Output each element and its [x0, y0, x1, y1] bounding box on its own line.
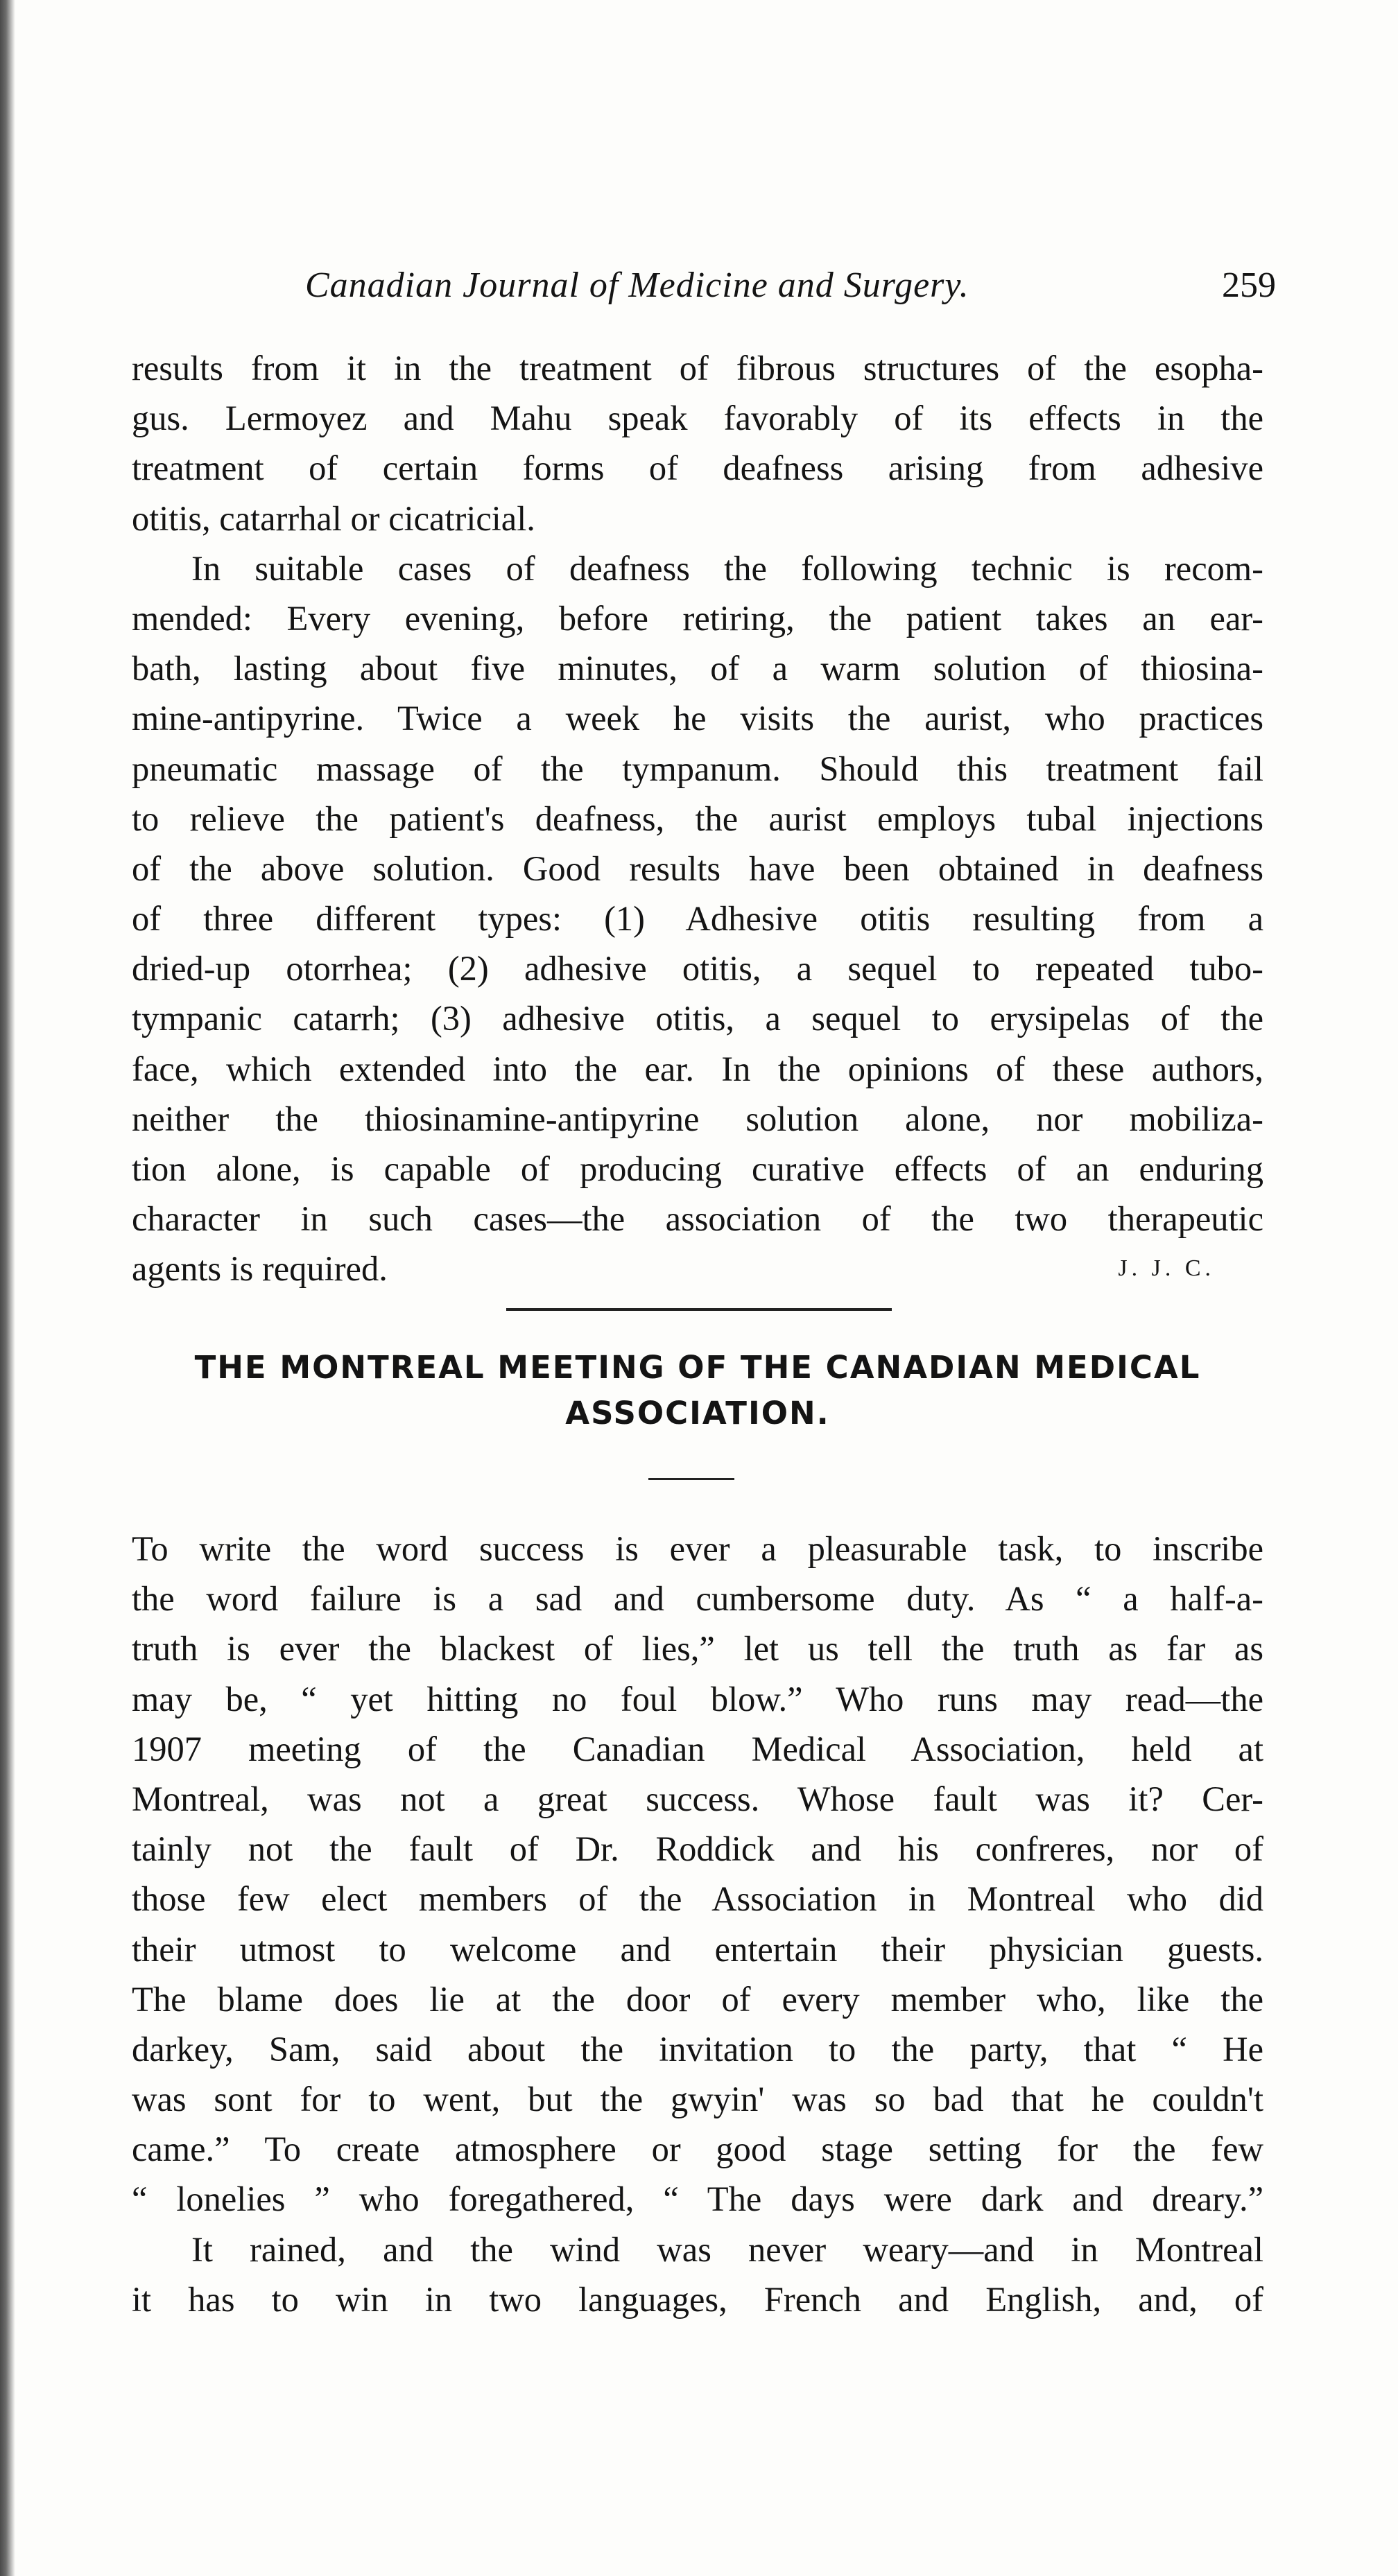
- text-line: tion alone, is capable of producing curative effects of an enduring: [132, 1149, 1263, 1188]
- text-line: agents is required.: [132, 1249, 388, 1289]
- page-number: 259: [1222, 266, 1276, 305]
- previous-article-text: [132, 343, 1263, 1294]
- text-line: darkey, Sam, said about the invitation to the party, that “ He: [132, 2029, 1263, 2069]
- text-line: of three different types: (1) Adhesive otitis resulting from a: [132, 899, 1263, 939]
- text-line: tainly not the fault of Dr. Roddick and his confreres, nor of: [132, 1829, 1263, 1869]
- text-line: came.” To create atmosphere or good stage setting for the few: [132, 2130, 1263, 2169]
- text-line: 1907 meeting of the Canadian Medical Association, held at: [132, 1729, 1263, 1768]
- text-line: to relieve the patient's deafness, the aurist employs tubal injections: [132, 799, 1263, 838]
- text-line: face, which extended into the ear. In the opinions of these authors,: [132, 1049, 1263, 1088]
- text-line: it has to win in two languages, French and English, and, of: [132, 2279, 1263, 2319]
- text-line: Montreal, was not a great success. Whose fault was it? Cer-: [132, 1779, 1263, 1818]
- text-line: pneumatic massage of the tympanum. Should this treatment fail: [132, 749, 1263, 788]
- text-line: their utmost to welcome and entertain their physician guests.: [132, 1929, 1263, 1969]
- text-line: tympanic catarrh; (3) adhesive otitis, a sequel to erysipelas of the: [132, 999, 1263, 1038]
- text-line: To write the word success is ever a pleasurable task, to inscribe: [132, 1529, 1263, 1568]
- text-line: was sont for to went, but the gwyin' was so bad that he couldn't: [132, 2080, 1263, 2119]
- article-heading-line: ASSOCIATION.: [565, 1395, 830, 1431]
- text-line: bath, lasting about five minutes, of a warm solution of thiosina-: [132, 649, 1263, 688]
- text-line: mended: Every evening, before retiring, the patient takes an ear-: [132, 598, 1263, 638]
- article-body: [132, 1524, 1263, 2324]
- text-line: mine-antipyrine. Twice a week he visits the aurist, who practices: [132, 699, 1263, 738]
- section-divider-rule: [506, 1308, 892, 1311]
- text-line: results from it in the treatment of fibrous structures of the esopha-: [132, 349, 1263, 388]
- text-line: neither the thiosinamine-antipyrine solution alone, nor mobiliza-: [132, 1099, 1263, 1138]
- text-line: gus. Lermoyez and Mahu speak favorably of its effects in the: [132, 399, 1263, 438]
- closing-line: [132, 1244, 1263, 1294]
- text-line: The blame does lie at the door of every member who, like the: [132, 1979, 1263, 2019]
- text-line: otitis, catarrhal or cicatricial.: [132, 498, 535, 538]
- text-line: truth is ever the blackest of lies,” let us tell the truth as far as: [132, 1629, 1263, 1669]
- text-line: those few elect members of the Association in Montreal who did: [132, 1879, 1263, 1919]
- text-line: “ lonelies ” who foregathered, “ The days were dark and dreary.”: [132, 2179, 1263, 2219]
- journal-title: Canadian Journal of Medicine and Surgery.: [305, 266, 969, 305]
- text-line: It rained, and the wind was never weary—and in Montreal: [191, 2229, 1263, 2269]
- author-initials: J. J. C.: [1118, 1255, 1215, 1282]
- running-head: [305, 265, 1276, 320]
- page-edge-shadow: [0, 0, 15, 2576]
- text-line: of the above solution. Good results have been obtained in deafness: [132, 848, 1263, 888]
- text-line: the word failure is a sad and cumbersome duty. As “ a half-a-: [132, 1579, 1263, 1619]
- text-line: treatment of certain forms of deafness arising from adhesive: [132, 449, 1263, 488]
- article-heading-line: THE MONTREAL MEETING OF THE CANADIAN MEDICAL: [194, 1349, 1201, 1386]
- text-line: character in such cases—the association of the two therapeutic: [132, 1199, 1263, 1239]
- text-line: dried-up otorrhea; (2) adhesive otitis, a sequel to repeated tubo-: [132, 949, 1263, 989]
- text-line: may be, “ yet hitting no foul blow.” Who runs may read—the: [132, 1679, 1263, 1718]
- heading-underline-rule: [648, 1478, 734, 1480]
- article-heading: [132, 1345, 1263, 1436]
- text-line: In suitable cases of deafness the following technic is recom-: [191, 548, 1263, 588]
